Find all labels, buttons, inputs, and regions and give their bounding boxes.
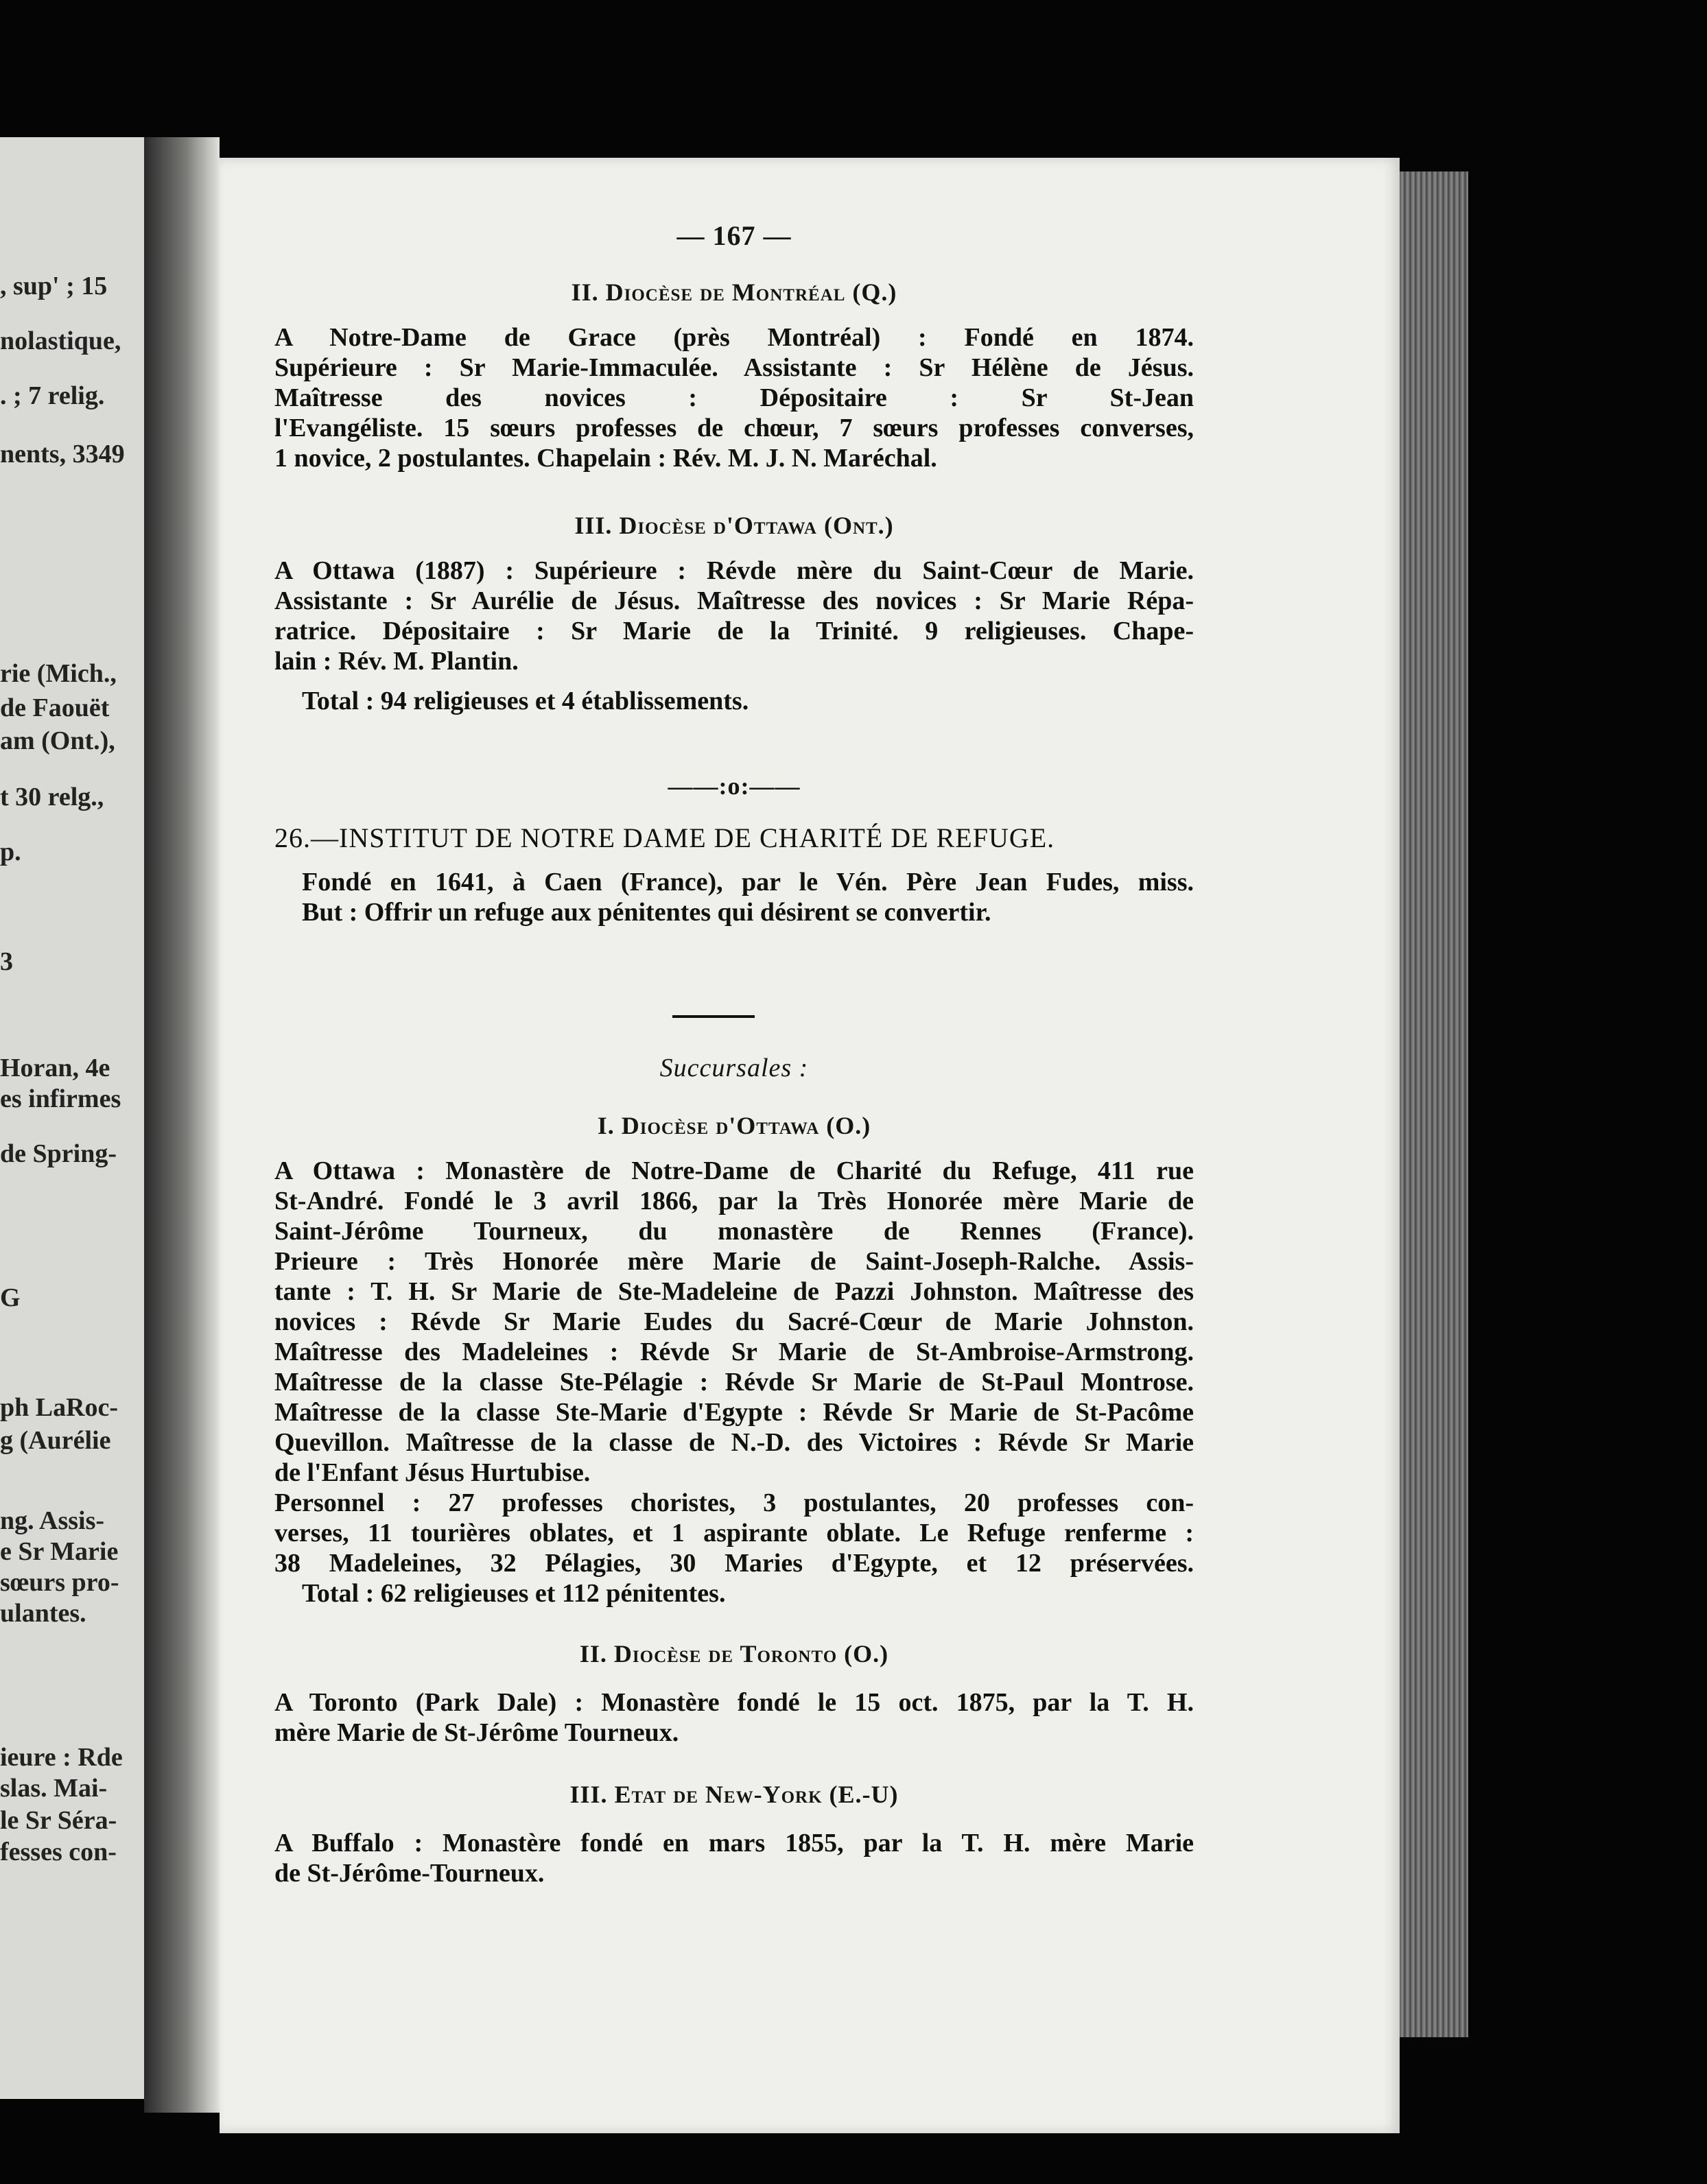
left-text-fragment: , sup' ; 15 [0,272,108,300]
institute-block [274,823,1194,927]
page-number: — 167 — [676,220,792,251]
text-line: Fondé en 1641, à Caen (France), par le Vén. Père Jean Fudes, miss. [302,868,1194,897]
left-text-fragment: g (Aurélie [0,1426,111,1455]
page-stack-edge [1400,171,1468,2037]
text-line: Prieure : Très Honorée mère Marie de Saint-Joseph-Ralche. Assis- [274,1247,1194,1276]
text-line: Maîtresse des Madeleines : Révde Sr Marie de St-Ambroise-Armstrong. [274,1338,1194,1366]
left-text-fragment: rie (Mich., [0,659,117,688]
section-heading-newyork: III. Etat de New-York (E.-U) [569,1781,899,1808]
short-rule [672,1015,755,1018]
left-text-fragment: le Sr Séra- [0,1806,117,1835]
text-line: A Ottawa : Monastère de Notre-Dame de Charité du Refuge, 411 rue [274,1156,1194,1185]
left-text-fragment: am (Ont.), [0,726,115,755]
text-line: de St-Jérôme-Tourneux. [274,1859,545,1888]
toronto-paragraph [274,1687,1194,1748]
text-line: 38 Madeleines, 32 Pélagies, 30 Maries d'Egypte, et 12 préservées. [274,1549,1194,1578]
left-text-fragment: sœurs pro- [0,1568,119,1597]
text-line: Assistante : Sr Aurélie de Jésus. Maîtresse des novices : Sr Marie Répa- [274,586,1194,615]
text-line: mère Marie de St-Jérôme Tourneux. [274,1718,679,1747]
text-line: Supérieure : Sr Marie-Immaculée. Assistante : Sr Hélène de Jésus. [274,353,1194,382]
text-line: A Buffalo : Monastère fondé en mars 1855, par la T. H. mère Marie [274,1829,1194,1857]
left-text-fragment: Horan, 4e [0,1054,110,1082]
book-gutter [144,137,220,2113]
left-text-fragment: p. [0,838,21,866]
text-line: novices : Révde Sr Marie Eudes du Sacré-Cœur de Marie Johnston. [274,1307,1194,1336]
ottawa-paragraph [274,556,1194,676]
left-text-fragment: slas. Mai- [0,1774,108,1803]
text-line: A Toronto (Park Dale) : Monastère fondé le 15 oct. 1875, par la T. H. [274,1688,1194,1717]
text-line: Quevillon. Maîtresse de la classe de N.-D. des Victoires : Révde Sr Marie [274,1428,1194,1457]
text-line: Maîtresse de la classe Ste-Marie d'Egypte : Révde Sr Marie de St-Pacôme [274,1398,1194,1427]
text-line: But : Offrir un refuge aux pénitentes qui désirent se convertir. [302,898,991,927]
text-line: 1 novice, 2 postulantes. Chapelain : Rév. M. J. N. Maréchal. [274,444,937,473]
left-text-fragment: de Spring- [0,1139,117,1168]
left-text-fragment: ng. Assis- [0,1506,105,1535]
left-text-fragment: nolastique, [0,327,121,355]
left-text-fragment: e Sr Marie [0,1537,119,1566]
succursales-heading: Succursales : [659,1054,809,1082]
section-heading-ottawa-o: I. Diocèse d'Ottawa (O.) [597,1112,871,1139]
left-text-fragment: t 30 relg., [0,783,104,811]
section-heading-toronto: II. Diocèse de Toronto (O.) [579,1640,889,1667]
text-line: Saint-Jérôme Tourneux, du monastère de Rennes (France). [274,1217,1194,1246]
left-text-fragment: G [0,1283,21,1312]
total-line [274,686,1194,716]
text-line: A Notre-Dame de Grace (près Montréal) : Fondé en 1874. [274,323,1194,352]
section-heading-montreal: II. Diocèse de Montréal (Q.) [571,278,897,306]
left-text-fragment: . ; 7 relig. [0,381,105,410]
left-text-fragment: fesses con- [0,1838,117,1866]
total-text: Total : 94 religieuses et 4 établissements. [302,687,749,715]
newyork-paragraph [274,1828,1194,1888]
text-line: tante : T. H. Sr Marie de Ste-Madeleine de Pazzi Johnston. Maîtresse des [274,1277,1194,1306]
left-text-fragment: 3 [0,947,13,976]
text-line: lain : Rév. M. Plantin. [274,647,519,676]
text-line: verses, 11 tourières oblates, et 1 aspirante oblate. Le Refuge renferme : [274,1519,1194,1547]
text-line: St-André. Fondé le 3 avril 1866, par la Très Honorée mère Marie de [274,1187,1194,1215]
ottawa2-paragraph [274,1156,1194,1609]
left-text-fragment: es infirmes [0,1084,121,1113]
section-heading-ottawa: III. Diocèse d'Ottawa (Ont.) [574,512,894,539]
text-line: de l'Enfant Jésus Hurtubise. [274,1458,591,1487]
text-line: Personnel : 27 professes choristes, 3 postulantes, 20 professes con- [274,1488,1194,1517]
left-text-fragment: ulantes. [0,1599,86,1628]
left-text-fragment: ph LaRoc- [0,1393,119,1422]
text-line: ratrice. Dépositaire : Sr Marie de la Trinité. 9 religieuses. Chape- [274,617,1194,645]
text-line: A Ottawa (1887) : Supérieure : Révde mère du Saint-Cœur de Marie. [274,556,1194,585]
left-text-fragment: ieure : Rde [0,1743,123,1772]
institute-title: 26.—INSTITUT DE NOTRE DAME DE CHARITÉ DE REFUGE. [274,822,1055,853]
total-text: Total : 62 religieuses et 112 pénitentes. [302,1579,726,1608]
text-line: Maîtresse de la classe Ste-Pélagie : Révde Sr Marie de St-Paul Montrose. [274,1368,1194,1397]
left-text-fragment: de Faouët [0,693,110,722]
montreal-paragraph [274,322,1194,473]
section-separator: ——:o:—— [668,772,801,800]
left-page-fragment [0,137,144,2099]
text-line: Maîtresse des novices : Dépositaire : Sr St-Jean [274,383,1194,412]
left-text-fragment: nents, 3349 [0,440,125,468]
text-line: l'Evangéliste. 15 sœurs professes de chœur, 7 sœurs professes converses, [274,414,1194,442]
